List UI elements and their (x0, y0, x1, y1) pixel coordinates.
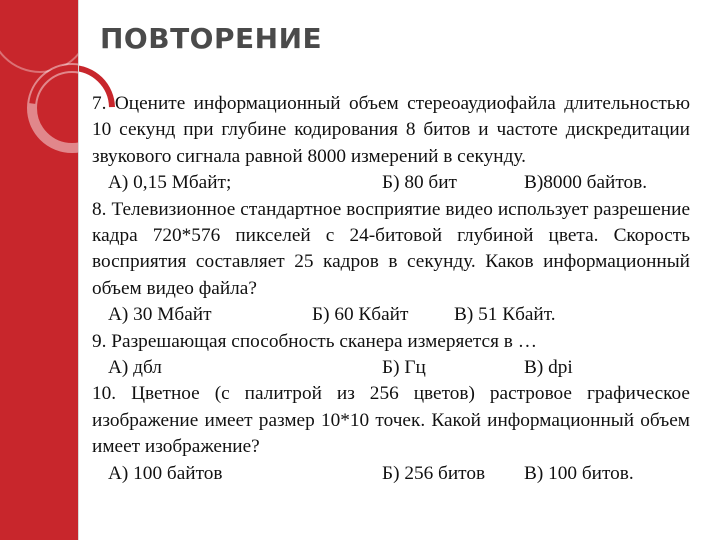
left-accent-band (0, 0, 78, 540)
answer-c: В) 51 Кбайт. (454, 304, 556, 326)
question-7-answers (92, 170, 690, 196)
answer-a: А) 30 Мбайт (108, 304, 212, 326)
questions-body (92, 91, 690, 487)
answer-b: Б) 256 битов (382, 462, 486, 484)
answer-a: А) дбл (108, 357, 162, 379)
answer-a: А) 100 байтов (108, 462, 223, 484)
slide-title: ПОВТОРЕНИЕ (100, 22, 323, 55)
question-7-text: 7. Оцените информационный объем стереоаудиофайла длительностью 10 секунд при глубине кодирования 8 битов и частоте дискредитации звукового сигнала равной 8000 измерений в секунду. (92, 93, 690, 167)
question-10-answers (92, 461, 690, 487)
answer-a: А) 0,15 Мбайт; (108, 172, 232, 194)
divider-line (78, 0, 79, 540)
question-8-text: 8. Телевизионное стандартное восприятие видео использует разрешение кадра 720*576 пикселей с 24-битовой глубиной цвета. Скорость восприятия составляет 25 кадров в секунду. Каков информационный объем видео файла? (92, 198, 690, 299)
question-9-text: 9. Разрешающая способность сканера измеряется в … (92, 330, 538, 352)
answer-c: В) dpi (524, 357, 573, 379)
question-9-answers (92, 355, 690, 381)
answer-c: В) 100 битов. (524, 462, 634, 484)
question-8-answers (92, 302, 690, 328)
question-10-text: 10. Цветное (с палитрой из 256 цветов) растровое графическое изображение имеет размер 10*10 точек. Какой информационный объем имеет изображение? (92, 383, 690, 458)
answer-c: В)8000 байтов. (524, 172, 648, 194)
answer-b: Б) Гц (382, 357, 426, 379)
answer-b: Б) 80 бит (382, 172, 457, 194)
answer-b: Б) 60 Кбайт (312, 304, 409, 326)
